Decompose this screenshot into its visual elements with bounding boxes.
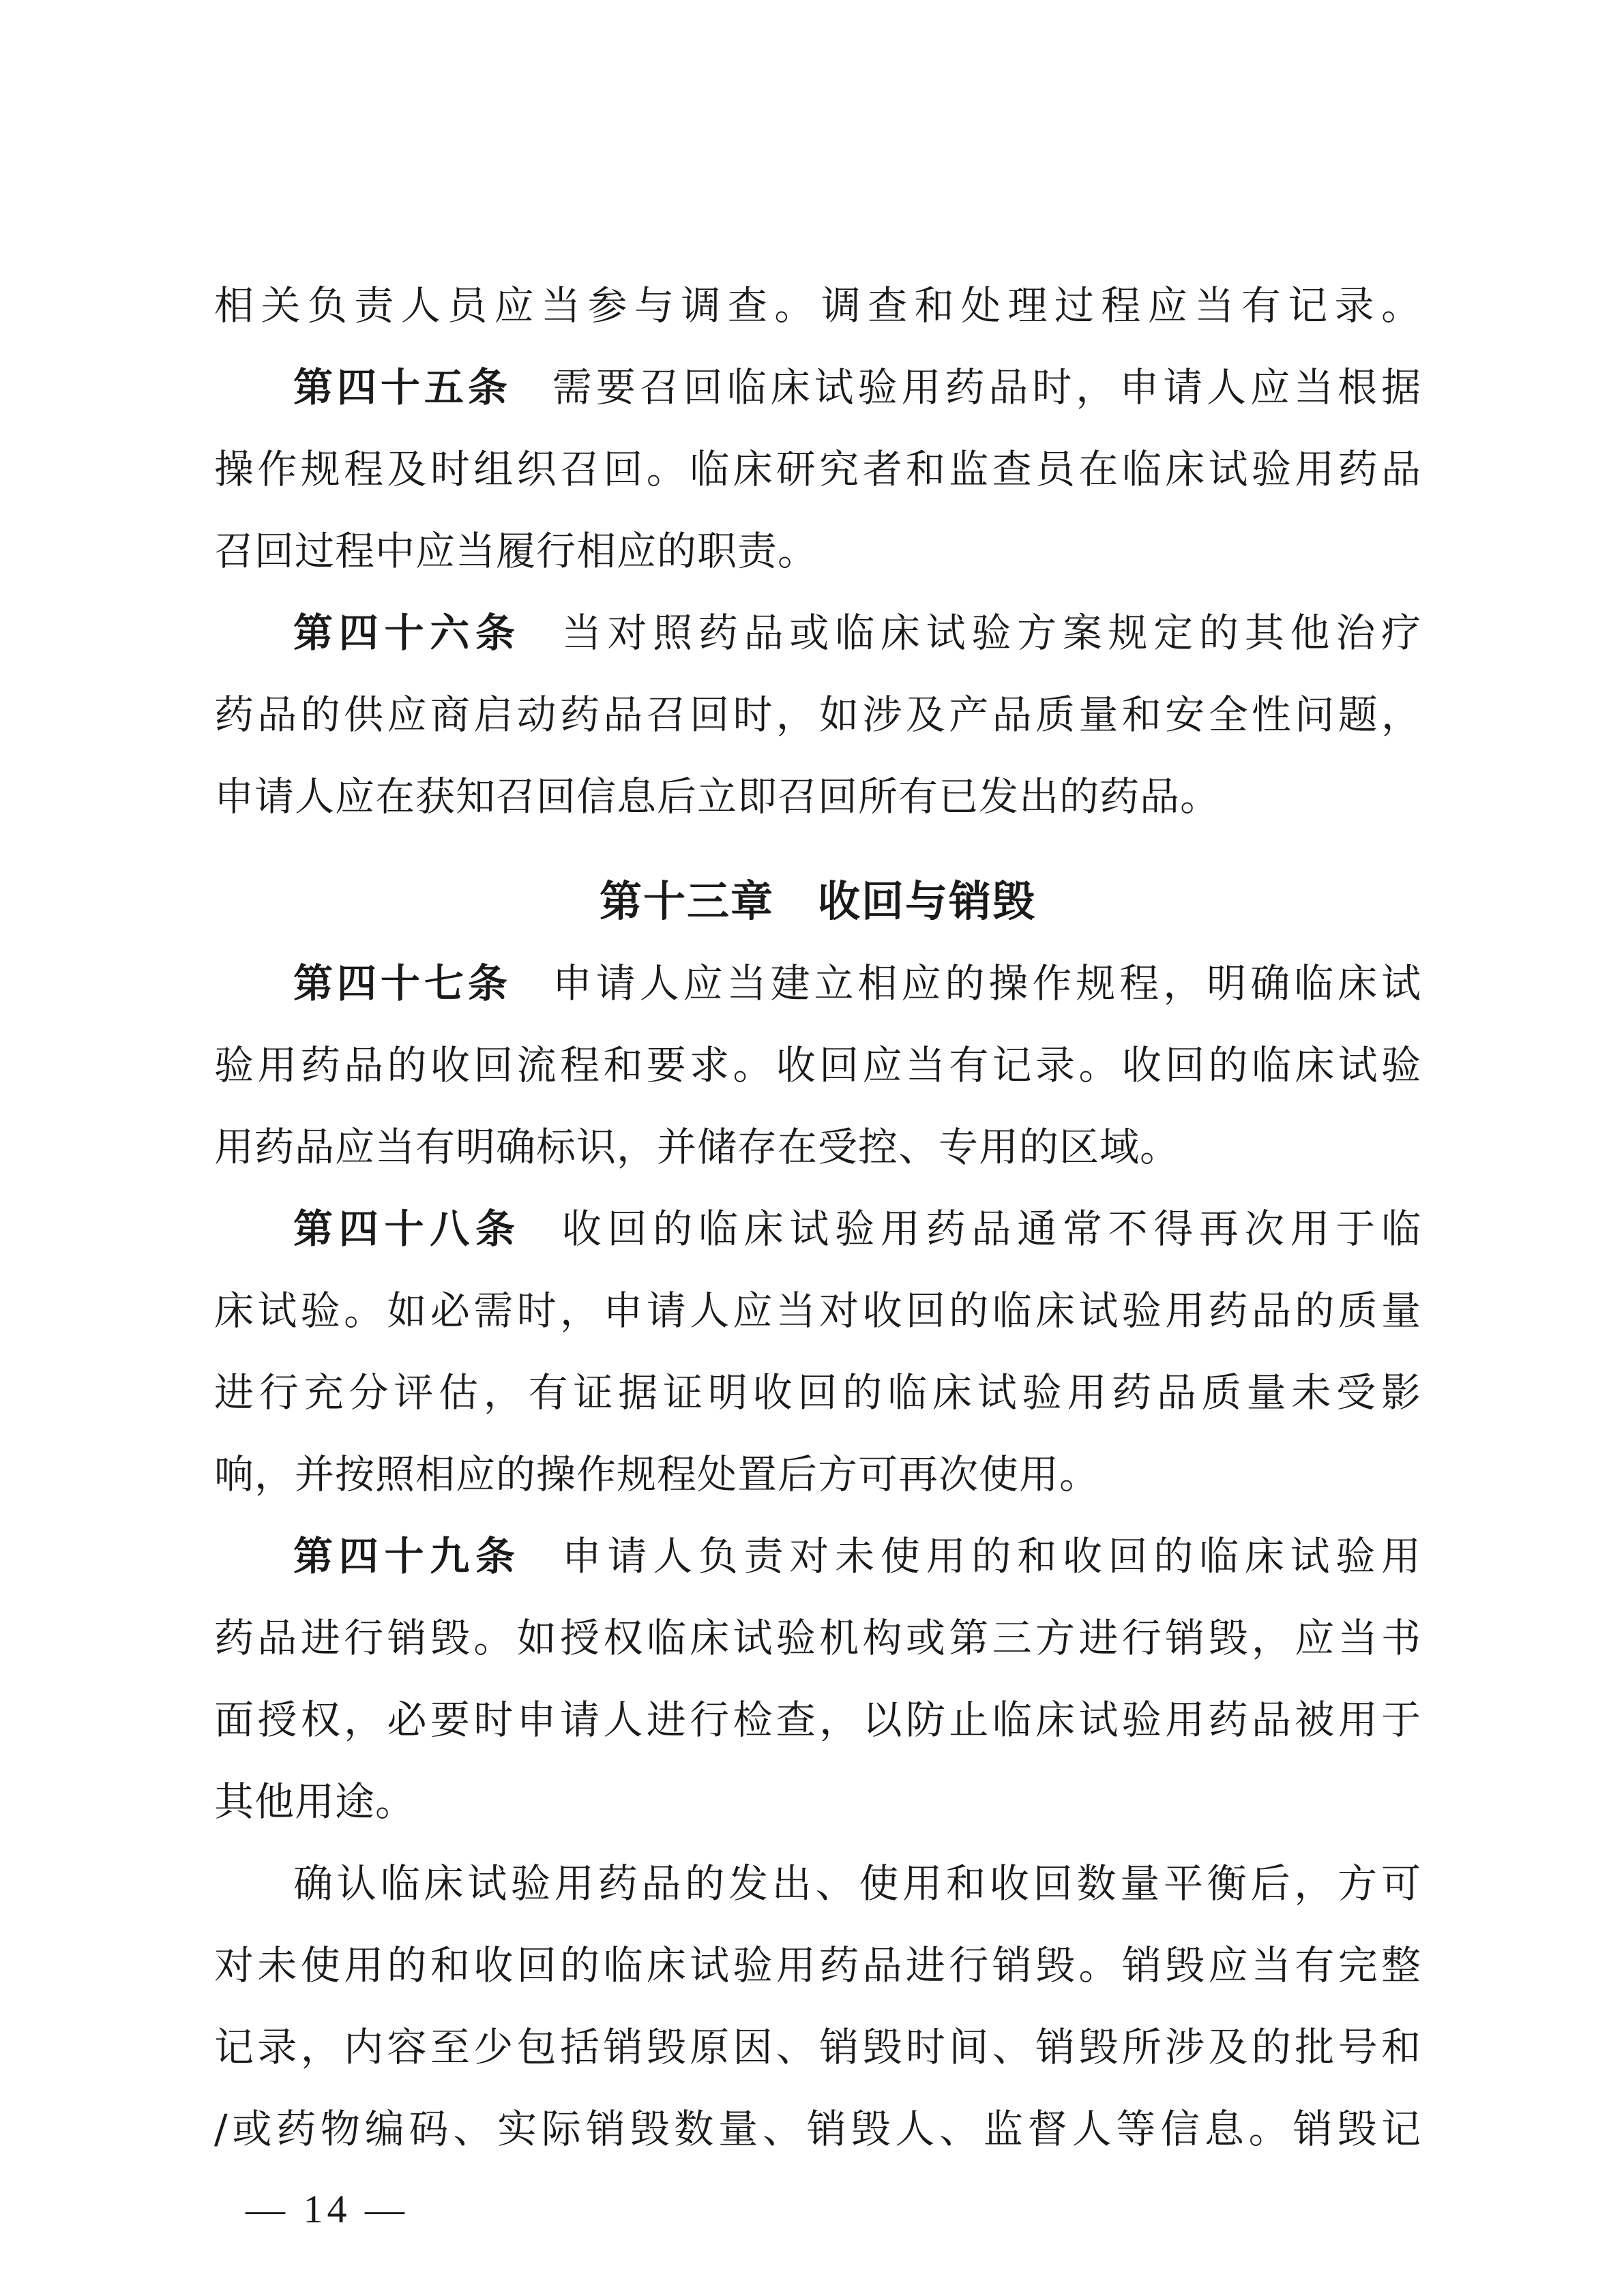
- paragraph-line: 响，并按照相应的操作规程处置后方可再次使用。: [214, 1451, 1100, 1497]
- article-label: 第四十九条: [293, 1533, 521, 1579]
- paragraph-line: 确认临床试验用药品的发出、使用和收回数量平衡后，方可: [293, 1860, 1421, 1907]
- paragraph-line: 召回过程中应当履行相应的职责。: [214, 528, 818, 574]
- paragraph-line: 其他用途。: [214, 1778, 416, 1825]
- paragraph-line: 药品的供应商启动药品召回时，如涉及产品质量和安全性问题，: [214, 691, 1421, 738]
- paragraph-line: 药品进行销毁。如授权临床试验机构或第三方进行销毁，应当书: [214, 1615, 1421, 1661]
- paragraph-line: 面授权，必要时申请人进行检查，以防止临床试验用药品被用于: [214, 1697, 1421, 1743]
- article-48-line: 第四十八条 收回的临床试验用药品通常不得再次用于临: [293, 1206, 1421, 1252]
- article-45-line: 第四十五条 需要召回临床试验用药品时，申请人应当根据: [293, 364, 1421, 411]
- article-label: 第四十七条: [293, 960, 512, 1007]
- chapter-title: 第十三章 收回与销毁: [599, 876, 1036, 926]
- article-label: 第四十八条: [293, 1206, 521, 1252]
- paragraph-line: 记录，内容至少包括销毁原因、销毁时间、销毁所涉及的批号和: [214, 2024, 1421, 2070]
- paragraph-line: 对未使用的和收回的临床试验用药品进行销毁。销毁应当有完整: [214, 1942, 1421, 1988]
- article-label: 第四十五条: [293, 364, 512, 411]
- paragraph-line: 申请人应在获知召回信息后立即召回所有已发出的药品。: [214, 773, 1221, 820]
- article-46-line: 第四十六条 当对照药品或临床试验方案规定的其他治疗: [293, 610, 1421, 656]
- paragraph-line: 验用药品的收回流程和要求。收回应当有记录。收回的临床试验: [214, 1042, 1421, 1088]
- page-number: — 14 —: [246, 2187, 409, 2231]
- paragraph-line: /或药物编码、实际销毁数量、销毁人、监督人等信息。销毁记: [214, 2106, 1421, 2152]
- paragraph-line: 进行充分评估，有证据证明收回的临床试验用药品质量未受影: [214, 1369, 1421, 1416]
- article-label: 第四十六条: [293, 610, 521, 656]
- article-49-line: 第四十九条 申请人负责对未使用的和收回的临床试验用: [293, 1533, 1421, 1579]
- paragraph-line: 用药品应当有明确标识，并储存在受控、专用的区域。: [214, 1124, 1181, 1170]
- paragraph-line: 相关负责人员应当参与调查。调查和处理过程应当有记录。: [214, 282, 1421, 329]
- paragraph-line: 操作规程及时组织召回。临床研究者和监查员在临床试验用药品: [214, 446, 1421, 492]
- paragraph-line: 床试验。如必需时，申请人应当对收回的临床试验用药品的质量: [214, 1287, 1421, 1334]
- article-47-line: 第四十七条 申请人应当建立相应的操作规程，明确临床试: [293, 960, 1421, 1007]
